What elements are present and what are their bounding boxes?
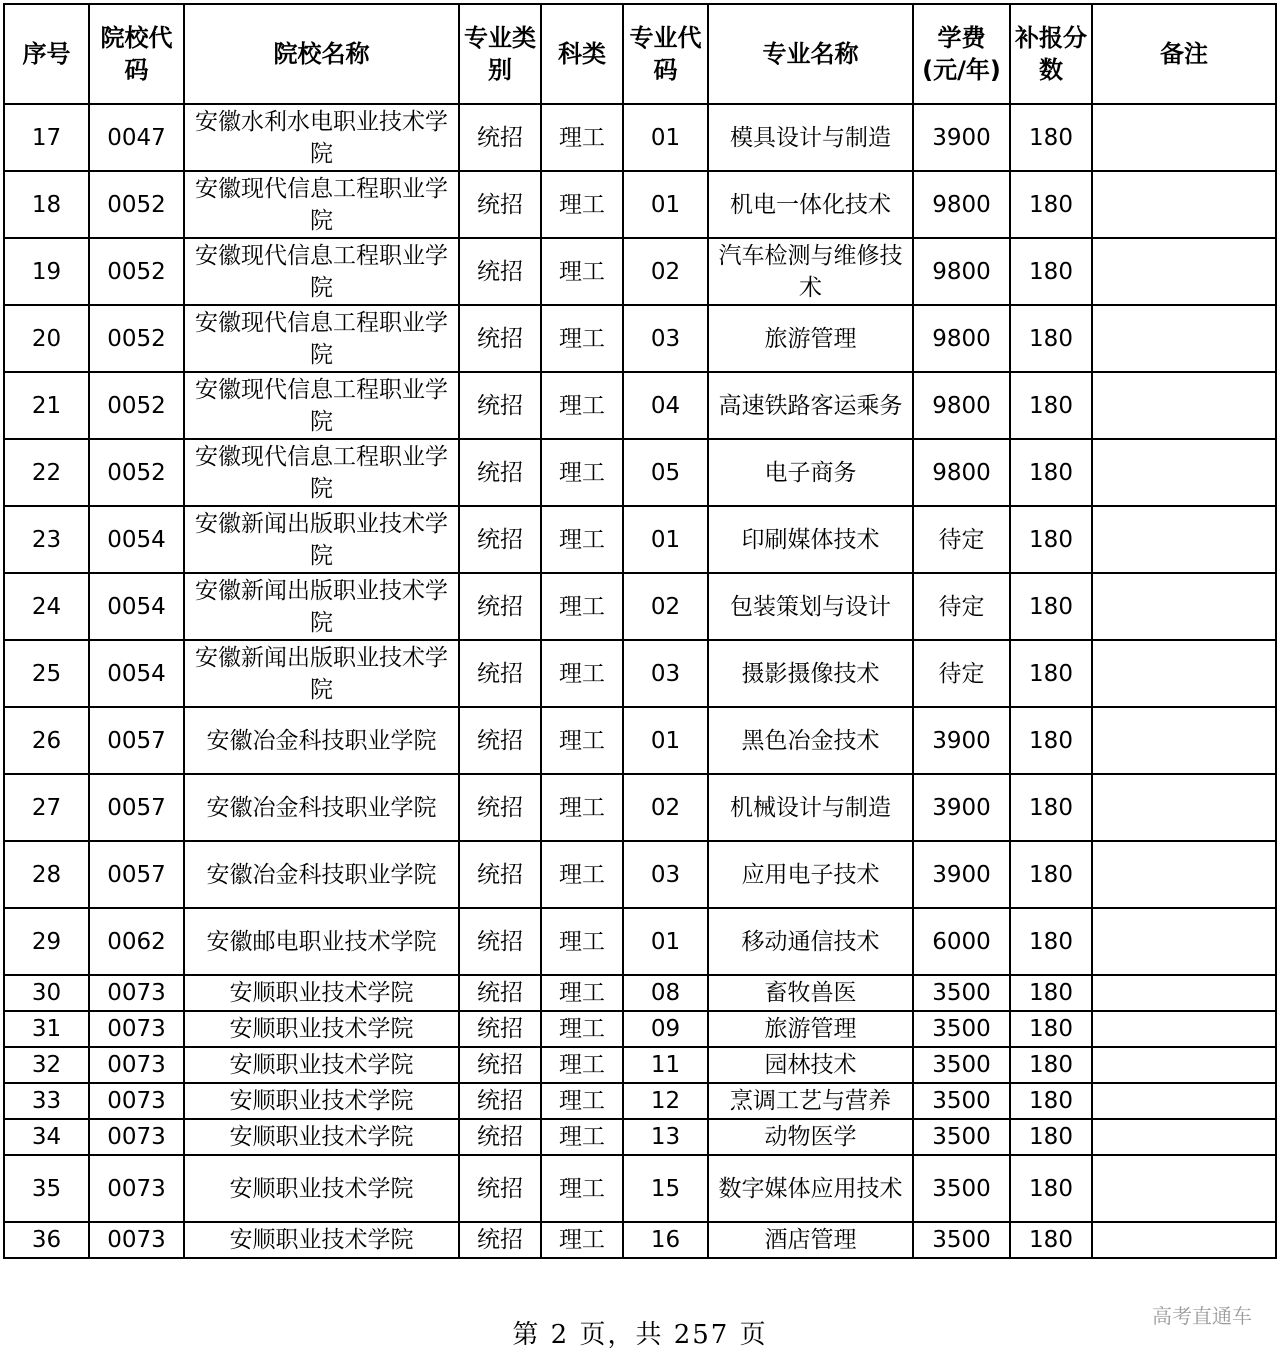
- cell-tuition: 3900: [913, 707, 1010, 774]
- cell-major-code: 01: [623, 506, 708, 573]
- cell-school-name: 安徽现代信息工程职业学院: [184, 238, 459, 305]
- cell-major-code: 01: [623, 707, 708, 774]
- cell-major-type: 统招: [459, 908, 541, 975]
- cell-school-code: 0073: [89, 975, 184, 1011]
- cell-seq: 31: [4, 1011, 89, 1047]
- cell-major-name: 汽车检测与维修技术: [708, 238, 913, 305]
- cell-subject: 理工: [541, 506, 623, 573]
- cell-remark: [1092, 975, 1276, 1011]
- cell-major-type: 统招: [459, 1119, 541, 1155]
- cell-subject: 理工: [541, 1083, 623, 1119]
- header-cell: 专业名称: [708, 4, 913, 104]
- cell-score: 180: [1010, 707, 1092, 774]
- cell-remark: [1092, 104, 1276, 171]
- cell-school-name: 安顺职业技术学院: [184, 1155, 459, 1222]
- cell-major-code: 01: [623, 104, 708, 171]
- cell-score: 180: [1010, 439, 1092, 506]
- cell-score: 180: [1010, 1119, 1092, 1155]
- cell-major-type: 统招: [459, 1047, 541, 1083]
- cell-major-type: 统招: [459, 506, 541, 573]
- cell-school-code: 0057: [89, 841, 184, 908]
- cell-major-name: 摄影摄像技术: [708, 640, 913, 707]
- cell-school-name: 安徽新闻出版职业技术学院: [184, 506, 459, 573]
- cell-school-name: 安徽新闻出版职业技术学院: [184, 640, 459, 707]
- cell-major-code: 09: [623, 1011, 708, 1047]
- cell-remark: [1092, 305, 1276, 372]
- table-row: [4, 104, 1276, 171]
- cell-school-name: 安顺职业技术学院: [184, 1119, 459, 1155]
- cell-score: 180: [1010, 104, 1092, 171]
- cell-score: 180: [1010, 1155, 1092, 1222]
- cell-school-code: 0054: [89, 573, 184, 640]
- cell-major-name: 印刷媒体技术: [708, 506, 913, 573]
- cell-major-type: 统招: [459, 841, 541, 908]
- header-cell: 补报分数: [1010, 4, 1092, 104]
- cell-subject: 理工: [541, 1047, 623, 1083]
- cell-major-code: 03: [623, 640, 708, 707]
- cell-remark: [1092, 1083, 1276, 1119]
- table-row: [4, 439, 1276, 506]
- cell-subject: 理工: [541, 439, 623, 506]
- cell-school-name: 安顺职业技术学院: [184, 975, 459, 1011]
- cell-major-name: 高速铁路客运乘务: [708, 372, 913, 439]
- cell-major-code: 13: [623, 1119, 708, 1155]
- cell-seq: 17: [4, 104, 89, 171]
- cell-school-code: 0057: [89, 707, 184, 774]
- cell-major-name: 移动通信技术: [708, 908, 913, 975]
- cell-tuition: 3500: [913, 1119, 1010, 1155]
- cell-subject: 理工: [541, 305, 623, 372]
- cell-major-type: 统招: [459, 104, 541, 171]
- cell-major-name: 旅游管理: [708, 305, 913, 372]
- cell-subject: 理工: [541, 372, 623, 439]
- cell-major-type: 统招: [459, 439, 541, 506]
- cell-major-code: 11: [623, 1047, 708, 1083]
- cell-school-name: 安徽现代信息工程职业学院: [184, 171, 459, 238]
- table-row: [4, 908, 1276, 975]
- cell-major-name: 酒店管理: [708, 1222, 913, 1258]
- cell-major-type: 统招: [459, 573, 541, 640]
- cell-tuition: 6000: [913, 908, 1010, 975]
- cell-major-name: 畜牧兽医: [708, 975, 913, 1011]
- cell-tuition: 3900: [913, 774, 1010, 841]
- cell-school-code: 0057: [89, 774, 184, 841]
- table-row: [4, 707, 1276, 774]
- cell-tuition: 3500: [913, 1047, 1010, 1083]
- cell-score: 180: [1010, 238, 1092, 305]
- cell-seq: 30: [4, 975, 89, 1011]
- cell-school-name: 安徽新闻出版职业技术学院: [184, 573, 459, 640]
- cell-major-type: 统招: [459, 774, 541, 841]
- cell-major-name: 动物医学: [708, 1119, 913, 1155]
- header-cell: 院校代码: [89, 4, 184, 104]
- cell-seq: 25: [4, 640, 89, 707]
- cell-remark: [1092, 506, 1276, 573]
- cell-score: 180: [1010, 640, 1092, 707]
- table-row: [4, 774, 1276, 841]
- page-number-footer: 第 2 页，共 257 页: [512, 1320, 768, 1350]
- cell-tuition: 9800: [913, 171, 1010, 238]
- cell-subject: 理工: [541, 841, 623, 908]
- cell-remark: [1092, 707, 1276, 774]
- cell-remark: [1092, 439, 1276, 506]
- cell-subject: 理工: [541, 238, 623, 305]
- cell-seq: 23: [4, 506, 89, 573]
- cell-score: 180: [1010, 774, 1092, 841]
- cell-school-name: 安顺职业技术学院: [184, 1222, 459, 1258]
- cell-seq: 20: [4, 305, 89, 372]
- cell-tuition: 3900: [913, 104, 1010, 171]
- cell-major-code: 15: [623, 1155, 708, 1222]
- cell-major-name: 机械设计与制造: [708, 774, 913, 841]
- cell-score: 180: [1010, 305, 1092, 372]
- cell-seq: 32: [4, 1047, 89, 1083]
- table-row: [4, 573, 1276, 640]
- cell-remark: [1092, 1119, 1276, 1155]
- table-row: [4, 238, 1276, 305]
- cell-major-type: 统招: [459, 1222, 541, 1258]
- cell-remark: [1092, 573, 1276, 640]
- cell-major-name: 包装策划与设计: [708, 573, 913, 640]
- cell-tuition: 3500: [913, 1083, 1010, 1119]
- cell-major-name: 数字媒体应用技术: [708, 1155, 913, 1222]
- cell-tuition: 3500: [913, 1011, 1010, 1047]
- cell-major-code: 02: [623, 774, 708, 841]
- cell-score: 180: [1010, 372, 1092, 439]
- cell-score: 180: [1010, 841, 1092, 908]
- cell-remark: [1092, 841, 1276, 908]
- cell-subject: 理工: [541, 1119, 623, 1155]
- cell-school-code: 0052: [89, 372, 184, 439]
- cell-remark: [1092, 171, 1276, 238]
- cell-major-type: 统招: [459, 1011, 541, 1047]
- cell-school-code: 0073: [89, 1119, 184, 1155]
- cell-remark: [1092, 774, 1276, 841]
- table-row: [4, 1119, 1276, 1155]
- cell-tuition: 9800: [913, 372, 1010, 439]
- cell-subject: 理工: [541, 975, 623, 1011]
- cell-score: 180: [1010, 506, 1092, 573]
- cell-school-code: 0052: [89, 238, 184, 305]
- admissions-table-container: [3, 3, 1275, 1259]
- cell-subject: 理工: [541, 908, 623, 975]
- cell-score: 180: [1010, 975, 1092, 1011]
- cell-remark: [1092, 1155, 1276, 1222]
- cell-major-code: 08: [623, 975, 708, 1011]
- cell-score: 180: [1010, 171, 1092, 238]
- cell-seq: 35: [4, 1155, 89, 1222]
- cell-tuition: 9800: [913, 439, 1010, 506]
- cell-remark: [1092, 1011, 1276, 1047]
- cell-seq: 28: [4, 841, 89, 908]
- cell-major-type: 统招: [459, 372, 541, 439]
- cell-major-code: 02: [623, 573, 708, 640]
- table-row: [4, 305, 1276, 372]
- table-row: [4, 1047, 1276, 1083]
- cell-seq: 18: [4, 171, 89, 238]
- cell-subject: 理工: [541, 1011, 623, 1047]
- header-cell: 专业类别: [459, 4, 541, 104]
- cell-tuition: 待定: [913, 506, 1010, 573]
- cell-major-type: 统招: [459, 707, 541, 774]
- cell-school-code: 0052: [89, 305, 184, 372]
- cell-remark: [1092, 372, 1276, 439]
- cell-school-code: 0052: [89, 439, 184, 506]
- cell-seq: 26: [4, 707, 89, 774]
- cell-school-name: 安徽现代信息工程职业学院: [184, 305, 459, 372]
- table-row: [4, 1011, 1276, 1047]
- header-cell: 专业代码: [623, 4, 708, 104]
- cell-remark: [1092, 1047, 1276, 1083]
- cell-subject: 理工: [541, 104, 623, 171]
- table-row: [4, 1083, 1276, 1119]
- cell-tuition: 9800: [913, 305, 1010, 372]
- cell-seq: 24: [4, 573, 89, 640]
- table-row: [4, 506, 1276, 573]
- header-cell: 序号: [4, 4, 89, 104]
- cell-school-code: 0073: [89, 1155, 184, 1222]
- cell-major-code: 01: [623, 171, 708, 238]
- cell-major-name: 烹调工艺与营养: [708, 1083, 913, 1119]
- header-row: [4, 4, 1276, 104]
- cell-tuition: 待定: [913, 640, 1010, 707]
- cell-subject: 理工: [541, 707, 623, 774]
- cell-major-name: 机电一体化技术: [708, 171, 913, 238]
- table-body: [4, 104, 1276, 1258]
- cell-score: 180: [1010, 1011, 1092, 1047]
- cell-seq: 19: [4, 238, 89, 305]
- cell-school-name: 安徽现代信息工程职业学院: [184, 439, 459, 506]
- cell-school-code: 0073: [89, 1011, 184, 1047]
- cell-subject: 理工: [541, 640, 623, 707]
- cell-school-name: 安顺职业技术学院: [184, 1011, 459, 1047]
- cell-major-code: 12: [623, 1083, 708, 1119]
- cell-tuition: 待定: [913, 573, 1010, 640]
- table-row: [4, 171, 1276, 238]
- cell-major-code: 03: [623, 305, 708, 372]
- cell-school-name: 安徽冶金科技职业学院: [184, 707, 459, 774]
- cell-remark: [1092, 640, 1276, 707]
- cell-seq: 36: [4, 1222, 89, 1258]
- cell-tuition: 9800: [913, 238, 1010, 305]
- cell-major-code: 01: [623, 908, 708, 975]
- cell-major-type: 统招: [459, 171, 541, 238]
- cell-school-name: 安徽冶金科技职业学院: [184, 774, 459, 841]
- cell-major-code: 03: [623, 841, 708, 908]
- cell-subject: 理工: [541, 171, 623, 238]
- cell-major-name: 园林技术: [708, 1047, 913, 1083]
- cell-school-name: 安徽现代信息工程职业学院: [184, 372, 459, 439]
- cell-major-name: 电子商务: [708, 439, 913, 506]
- cell-school-code: 0054: [89, 506, 184, 573]
- table-row: [4, 841, 1276, 908]
- header-cell: 备注: [1092, 4, 1276, 104]
- cell-major-code: 04: [623, 372, 708, 439]
- cell-major-name: 旅游管理: [708, 1011, 913, 1047]
- cell-major-type: 统招: [459, 640, 541, 707]
- cell-subject: 理工: [541, 1155, 623, 1222]
- cell-remark: [1092, 238, 1276, 305]
- cell-seq: 22: [4, 439, 89, 506]
- cell-major-type: 统招: [459, 305, 541, 372]
- cell-school-code: 0073: [89, 1222, 184, 1258]
- cell-seq: 21: [4, 372, 89, 439]
- cell-school-name: 安顺职业技术学院: [184, 1083, 459, 1119]
- cell-major-type: 统招: [459, 1083, 541, 1119]
- table-row: [4, 1155, 1276, 1222]
- cell-school-code: 0047: [89, 104, 184, 171]
- cell-subject: 理工: [541, 1222, 623, 1258]
- header-cell: 科类: [541, 4, 623, 104]
- cell-tuition: 3500: [913, 1155, 1010, 1222]
- cell-school-code: 0073: [89, 1047, 184, 1083]
- cell-remark: [1092, 1222, 1276, 1258]
- watermark-text: 高考直通车: [1152, 1304, 1252, 1328]
- cell-school-code: 0073: [89, 1083, 184, 1119]
- cell-remark: [1092, 908, 1276, 975]
- cell-school-code: 0062: [89, 908, 184, 975]
- cell-major-code: 16: [623, 1222, 708, 1258]
- header-cell: 学费(元/年): [913, 4, 1010, 104]
- cell-subject: 理工: [541, 774, 623, 841]
- cell-tuition: 3500: [913, 975, 1010, 1011]
- cell-seq: 33: [4, 1083, 89, 1119]
- cell-school-name: 安徽邮电职业技术学院: [184, 908, 459, 975]
- table-row: [4, 372, 1276, 439]
- cell-score: 180: [1010, 1222, 1092, 1258]
- cell-seq: 34: [4, 1119, 89, 1155]
- cell-major-type: 统招: [459, 1155, 541, 1222]
- cell-seq: 27: [4, 774, 89, 841]
- cell-subject: 理工: [541, 573, 623, 640]
- cell-score: 180: [1010, 908, 1092, 975]
- cell-major-code: 02: [623, 238, 708, 305]
- table-row: [4, 975, 1276, 1011]
- cell-seq: 29: [4, 908, 89, 975]
- header-cell: 院校名称: [184, 4, 459, 104]
- cell-school-name: 安顺职业技术学院: [184, 1047, 459, 1083]
- cell-tuition: 3500: [913, 1222, 1010, 1258]
- cell-school-code: 0052: [89, 171, 184, 238]
- cell-major-name: 模具设计与制造: [708, 104, 913, 171]
- admissions-table: [3, 3, 1277, 1259]
- cell-major-type: 统招: [459, 975, 541, 1011]
- cell-score: 180: [1010, 1083, 1092, 1119]
- cell-school-code: 0054: [89, 640, 184, 707]
- cell-score: 180: [1010, 573, 1092, 640]
- cell-tuition: 3900: [913, 841, 1010, 908]
- cell-major-name: 黑色冶金技术: [708, 707, 913, 774]
- cell-school-name: 安徽冶金科技职业学院: [184, 841, 459, 908]
- cell-major-name: 应用电子技术: [708, 841, 913, 908]
- cell-school-name: 安徽水利水电职业技术学院: [184, 104, 459, 171]
- table-row: [4, 1222, 1276, 1258]
- cell-major-type: 统招: [459, 238, 541, 305]
- table-row: [4, 640, 1276, 707]
- cell-major-code: 05: [623, 439, 708, 506]
- cell-score: 180: [1010, 1047, 1092, 1083]
